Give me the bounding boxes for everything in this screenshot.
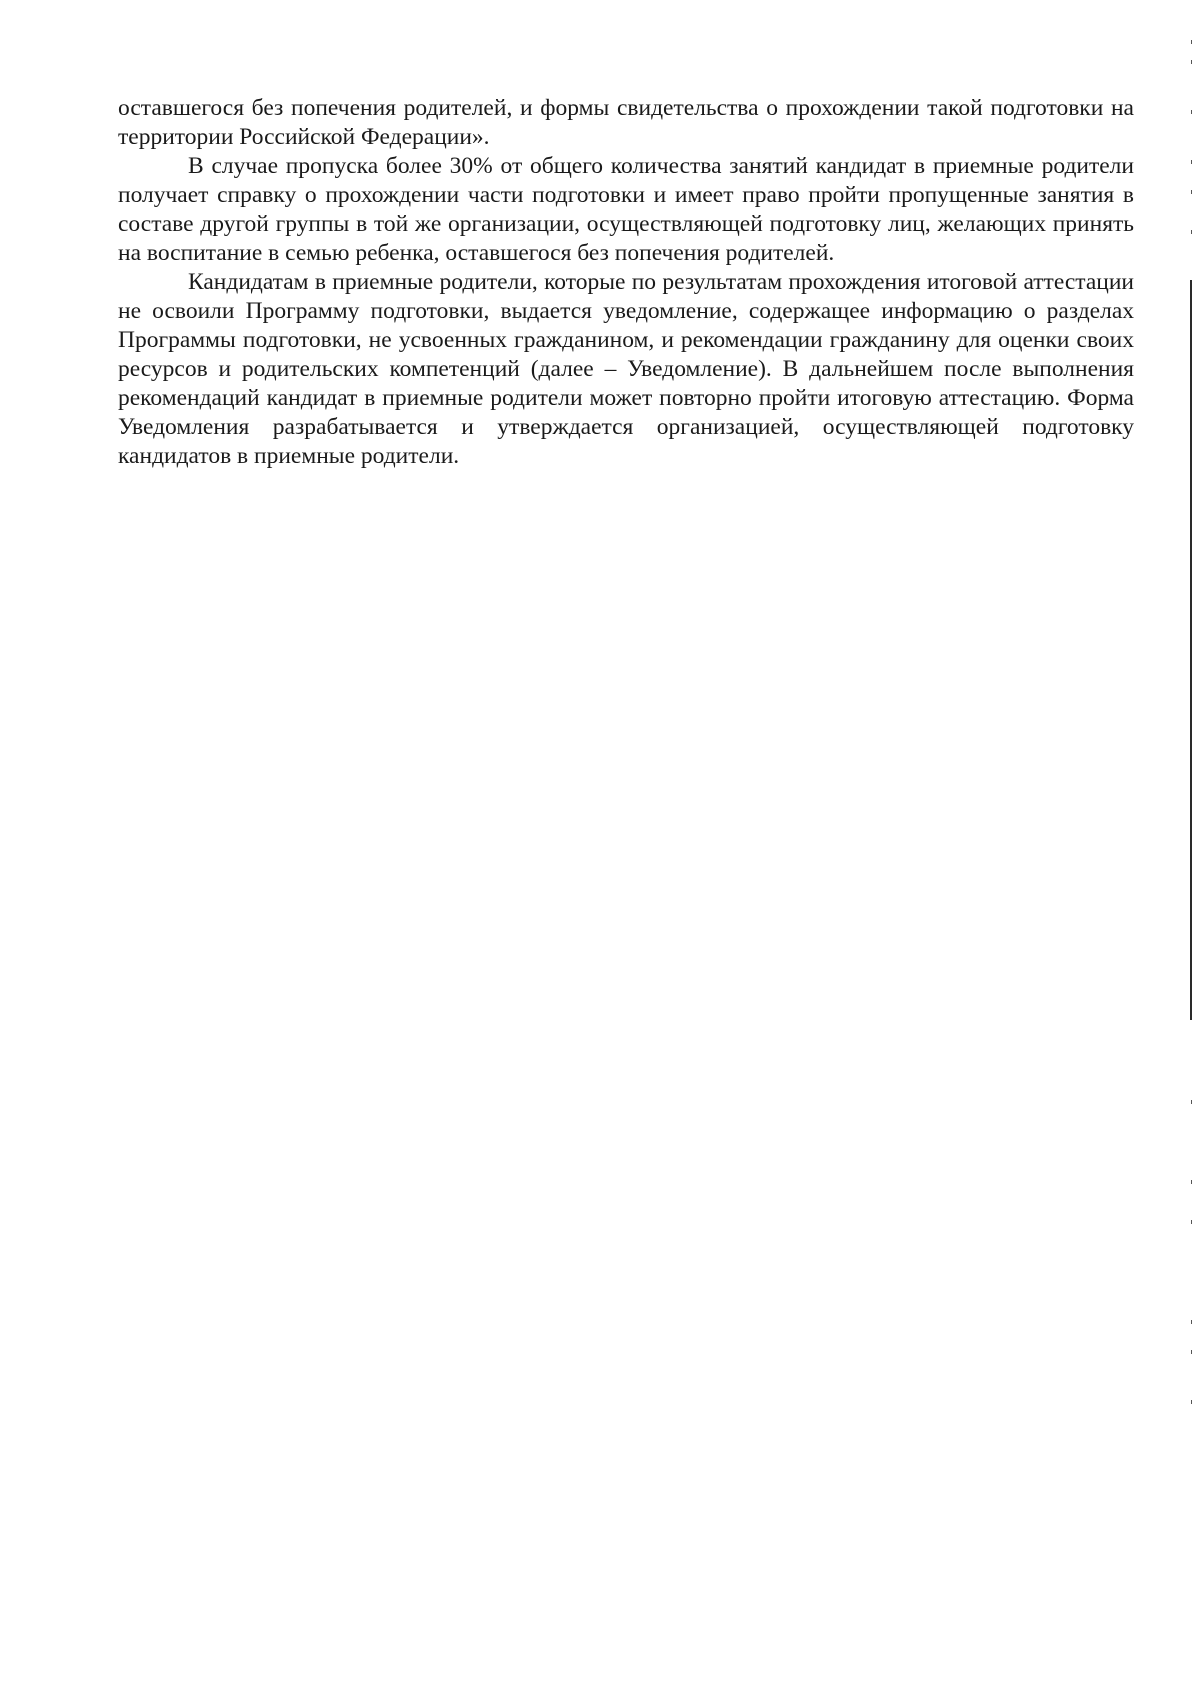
scan-mark: [1191, 1100, 1192, 1104]
paragraph-notification: Кандидатам в приемные родители, которые по результатам прохождения итоговой аттестации не освоили Программу подготовки, выдается уведомление, содержащее информацию о разделах Программы подготовки, не усвоенных гражданином, и рекомендации гражданину для оценки своих ресурсов и родительских компетенций (далее – Уведомление). В дальнейшем после выполнения рекомендаций кандидат в приемные родители может повторно пройти итоговую аттестацию. Форма Уведомления разрабатывается и утверждается организацией, осуществляющей подготовку кандидатов в приемные родители.: [118, 269, 1134, 469]
scan-mark: [1191, 230, 1192, 234]
scan-mark: [1191, 1320, 1192, 1324]
document-body: [118, 94, 1134, 471]
scan-mark: [1191, 60, 1192, 64]
scan-mark: [1191, 40, 1192, 44]
scan-edge-line: [1190, 280, 1192, 1020]
scan-mark: [1191, 1350, 1192, 1354]
scan-mark: [1191, 190, 1192, 194]
paragraph-missed-classes: В случае пропуска более 30% от общего количества занятий кандидат в приемные родители получает справку о прохождении части подготовки и имеет право пройти пропущенные занятия в составе другой группы в той же организации, осуществляющей подготовку лиц, желающих принять на воспитание в семью ребенка, оставшегося без попечения родителей.: [118, 153, 1134, 266]
scan-mark: [1191, 1220, 1192, 1224]
scan-mark: [1191, 1400, 1192, 1404]
paragraph-continuation: оставшегося без попечения родителей, и формы свидетельства о прохождении такой подготовки на территории Российской Федерации».: [118, 95, 1134, 150]
scan-mark: [1191, 1180, 1192, 1184]
scan-mark: [1191, 110, 1192, 114]
scan-mark: [1191, 160, 1192, 164]
